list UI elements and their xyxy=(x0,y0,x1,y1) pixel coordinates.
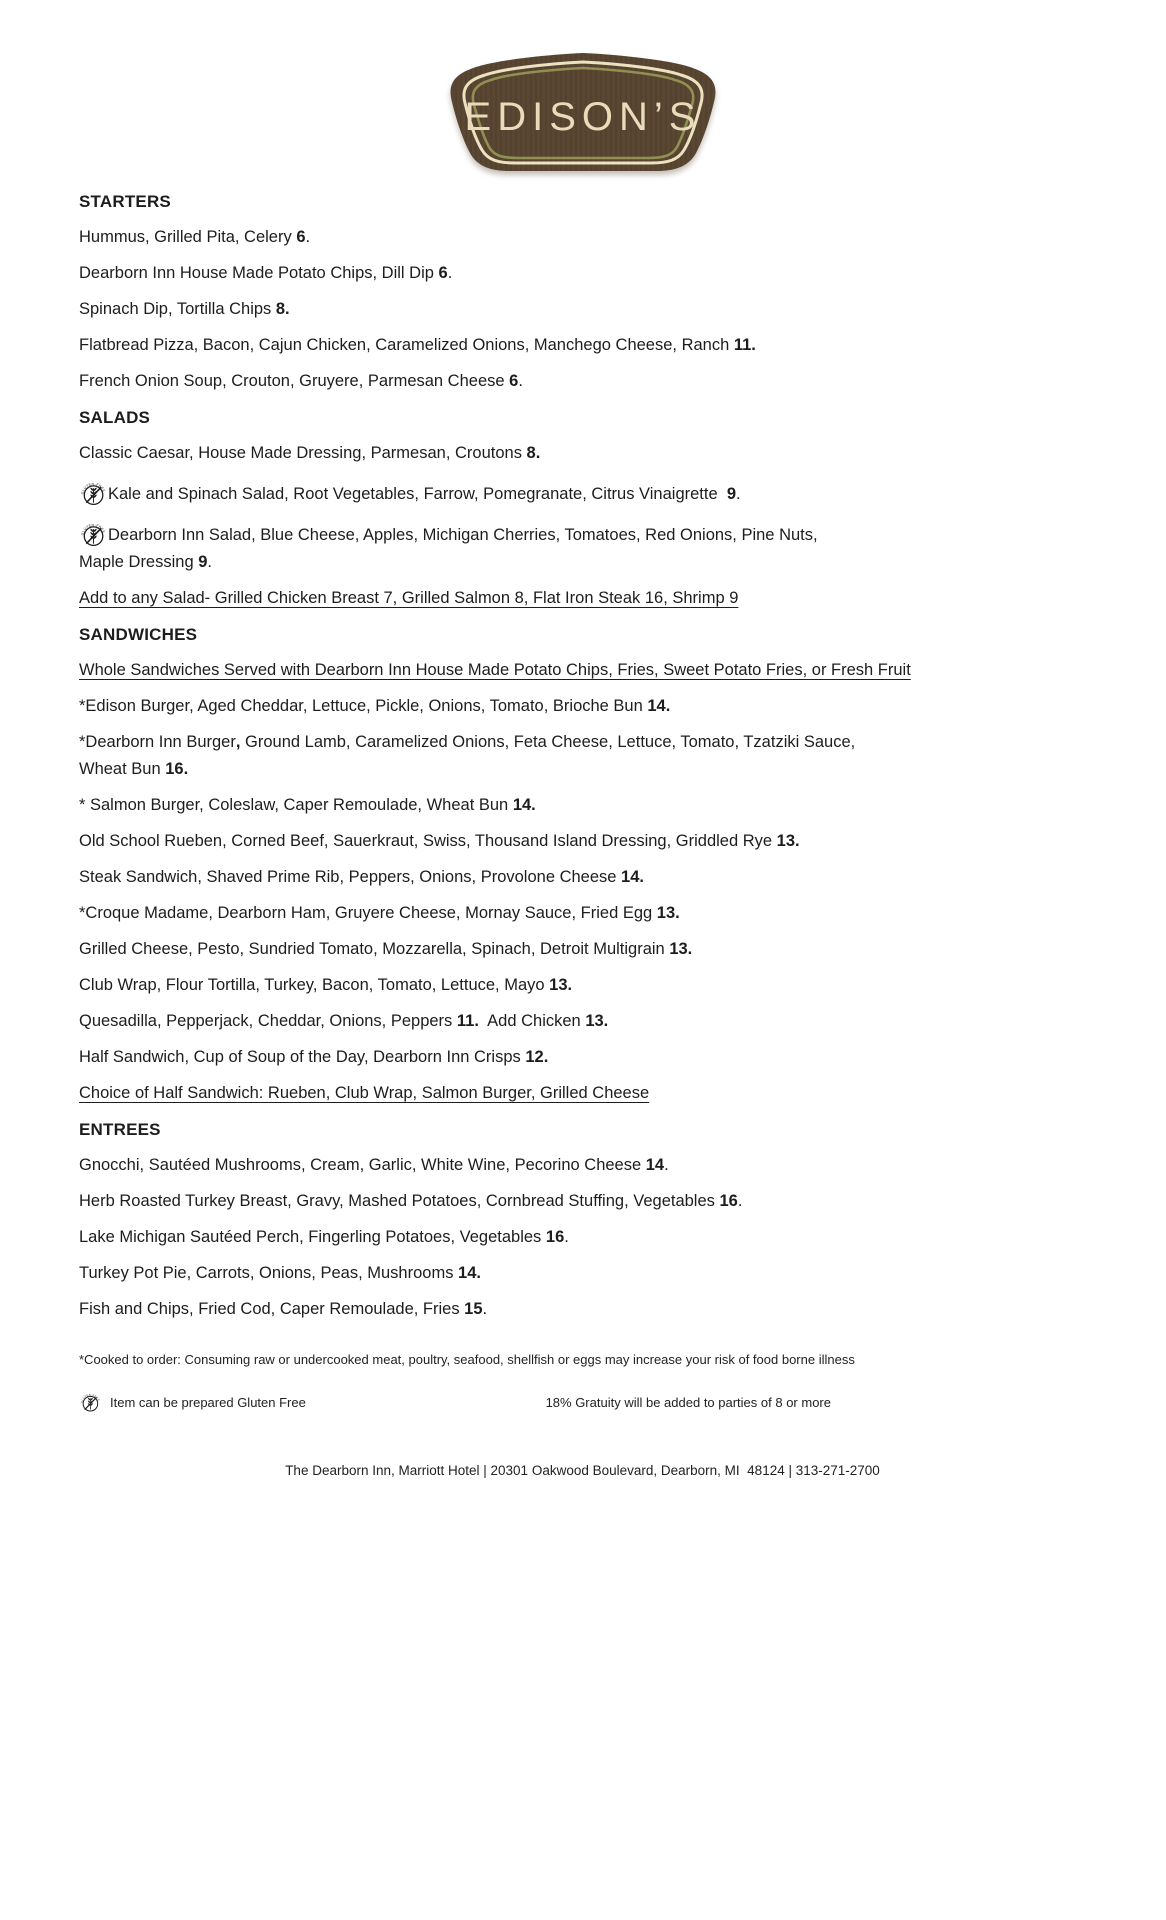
item-price: 6 xyxy=(438,264,448,282)
item-text: Maple Dressing xyxy=(79,553,199,571)
menu-item xyxy=(79,657,1086,684)
menu-item xyxy=(79,1152,1086,1179)
item-price: 8. xyxy=(275,300,290,318)
item-price: 9 xyxy=(726,485,737,503)
menu-item xyxy=(79,224,1086,251)
menu-item xyxy=(79,440,1086,467)
item-text: Club Wrap, Flour Tortilla, Turkey, Bacon, Tomato, Lettuce, Mayo xyxy=(79,976,550,994)
edisons-logo-badge xyxy=(430,50,736,174)
item-price: 13. xyxy=(585,1012,609,1030)
menu-item xyxy=(79,1260,1086,1287)
item-price: 12. xyxy=(525,1048,549,1066)
item-text: Add to any Salad- Grilled Chicken Breast 7, Grilled Salmon 8, Flat Iron Steak 16, Shrimp 9 xyxy=(79,589,739,607)
item-text: . xyxy=(518,372,523,390)
item-price: 11. xyxy=(456,1012,479,1030)
item-price: 14. xyxy=(512,796,536,814)
gluten-free-icon xyxy=(79,1391,101,1413)
item-price: 16 xyxy=(719,1192,738,1210)
item-text: . xyxy=(482,1300,488,1318)
item-text: Old School Rueben, Corned Beef, Sauerkraut, Swiss, Thousand Island Dressing, Griddled Rye xyxy=(79,832,777,850)
item-price: 13. xyxy=(776,832,800,850)
gratuity-note: 18% Gratuity will be added to parties of 8 or more xyxy=(545,1394,831,1410)
svg-text:GLUTEN-FREE: GLUTEN-FREE xyxy=(80,523,107,536)
item-text: Hummus, Grilled Pita, Celery xyxy=(79,228,297,246)
item-text: Half Sandwich, Cup of Soup of the Day, Dearborn Inn Crisps xyxy=(79,1048,526,1066)
section-title: SALADS xyxy=(79,408,151,427)
gluten-free-note xyxy=(79,1391,306,1413)
menu-item xyxy=(79,729,1086,783)
item-text: . xyxy=(207,553,212,571)
menu-item xyxy=(79,864,1086,891)
item-price: 8. xyxy=(526,444,541,462)
item-text: Fish and Chips, Fried Cod, Caper Remoulade, Fries xyxy=(79,1300,465,1318)
item-text: Steak Sandwich, Shaved Prime Rib, Peppers, Onions, Provolone Cheese xyxy=(79,868,622,886)
item-text: Dearborn Inn Salad, Blue Cheese, Apples, Michigan Cherries, Tomatoes, Red Onions, Pine Nuts, xyxy=(108,526,818,544)
item-text: *Croque Madame, Dearborn Ham, Gruyere Cheese, Mornay Sauce, Fried Egg xyxy=(79,904,657,922)
cooked-to-order-footnote: *Cooked to order: Consuming raw or undercooked meat, poultry, seafood, shellfish or eggs may increase your risk of food borne illness xyxy=(79,1352,855,1367)
menu-section xyxy=(79,1116,1086,1323)
item-text: Whole Sandwiches Served with Dearborn Inn House Made Potato Chips, Fries, Sweet Potato Fries, or Fresh Fruit xyxy=(79,661,911,679)
gluten-free-icon xyxy=(79,479,107,507)
item-text: Dearborn Inn House Made Potato Chips, Dill Dip xyxy=(79,264,439,282)
item-price: 16 xyxy=(545,1228,565,1246)
menu-item xyxy=(79,972,1086,999)
item-price: 13. xyxy=(656,904,680,922)
hotel-address: The Dearborn Inn, Marriott Hotel | 20301 Oakwood Boulevard, Dearborn, MI 48124 | 313-271-2700 xyxy=(285,1463,880,1478)
item-text: . xyxy=(447,264,453,282)
item-text: Wheat Bun xyxy=(79,760,166,778)
item-text: Quesadilla, Pepperjack, Cheddar, Onions, Peppers xyxy=(79,1012,457,1030)
item-text: Classic Caesar, House Made Dressing, Parmesan, Croutons xyxy=(79,444,527,462)
svg-text:GLUTEN-FREE: GLUTEN-FREE xyxy=(80,482,107,495)
item-text: Gnocchi, Sautéed Mushrooms, Cream, Garlic, White Wine, Pecorino Cheese xyxy=(79,1156,646,1174)
item-price: 16. xyxy=(165,760,189,778)
menu-item xyxy=(79,1224,1086,1251)
menu-item xyxy=(79,1008,1086,1035)
item-price: 9 xyxy=(198,553,208,571)
item-text: . xyxy=(737,1192,743,1210)
item-price: 15 xyxy=(464,1300,483,1318)
item-price: 14. xyxy=(647,697,671,715)
item-text: Turkey Pot Pie, Carrots, Onions, Peas, Mushrooms xyxy=(79,1264,459,1282)
gluten-free-icon-slot xyxy=(79,1391,110,1413)
item-text: . xyxy=(564,1228,569,1246)
item-text: Spinach Dip, Tortilla Chips xyxy=(79,300,276,318)
item-text: Kale and Spinach Salad, Root Vegetables, Farrow, Pomegranate, Citrus Vinaigrette xyxy=(108,485,727,503)
item-price: 14 xyxy=(645,1156,665,1174)
menu-item xyxy=(79,900,1086,927)
gluten-free-icon xyxy=(79,520,107,548)
menu-item xyxy=(79,828,1086,855)
menu-section xyxy=(79,404,1086,612)
item-text: Herb Roasted Turkey Breast, Gravy, Mashed Potatoes, Cornbread Stuffing, Vegetables xyxy=(79,1192,720,1210)
menu-item xyxy=(79,1080,1086,1107)
menu-item xyxy=(79,260,1086,287)
item-text: French Onion Soup, Crouton, Gruyere, Parmesan Cheese xyxy=(79,372,510,390)
item-price: 14. xyxy=(458,1264,481,1282)
menu xyxy=(79,188,1086,1323)
item-text: *Edison Burger, Aged Cheddar, Lettuce, Pickle, Onions, Tomato, Brioche Bun xyxy=(79,697,648,715)
menu-section xyxy=(79,621,1086,1107)
menu-item xyxy=(79,585,1086,612)
item-text: Ground Lamb, Caramelized Onions, Feta Cheese, Lettuce, Tomato, Tzatziki Sauce, xyxy=(240,733,856,751)
item-text: . xyxy=(736,485,741,503)
item-text: Grilled Cheese, Pesto, Sundried Tomato, Mozzarella, Spinach, Detroit Multigrain xyxy=(79,940,670,958)
menu-item xyxy=(79,368,1086,395)
item-price: 6 xyxy=(296,228,306,246)
svg-text:GLUTEN-FREE: GLUTEN-FREE xyxy=(80,1393,100,1404)
menu-section xyxy=(79,188,1086,395)
item-text: . xyxy=(305,228,311,246)
menu-item xyxy=(79,936,1086,963)
item-text: Flatbread Pizza, Bacon, Cajun Chicken, Caramelized Onions, Manchego Cheese, Ranch xyxy=(79,336,734,354)
gluten-free-note-text: Item can be prepared Gluten Free xyxy=(110,1394,306,1410)
section-title: STARTERS xyxy=(79,192,171,211)
item-price: 13. xyxy=(549,976,573,994)
item-text: *Dearborn Inn Burger xyxy=(79,733,236,751)
menu-item xyxy=(79,1296,1086,1323)
item-price: , xyxy=(235,733,241,751)
menu-item xyxy=(79,1044,1086,1071)
menu-item xyxy=(79,296,1086,323)
item-text: * Salmon Burger, Coleslaw, Caper Remoulade, Wheat Bun xyxy=(79,796,513,814)
item-text: Add Chicken xyxy=(478,1012,586,1030)
item-price: 11. xyxy=(733,336,756,354)
menu-item xyxy=(79,520,1086,576)
menu-item xyxy=(79,1188,1086,1215)
item-price: 13. xyxy=(669,940,693,958)
logo-text: EDISON’S xyxy=(464,95,701,139)
menu-item xyxy=(79,332,1086,359)
item-text: Choice of Half Sandwich: Rueben, Club Wrap, Salmon Burger, Grilled Cheese xyxy=(79,1084,650,1102)
item-text: . xyxy=(664,1156,669,1174)
item-text: Lake Michigan Sautéed Perch, Fingerling Potatoes, Vegetables xyxy=(79,1228,546,1246)
item-price: 6 xyxy=(509,372,519,390)
menu-item xyxy=(79,792,1086,819)
item-price: 14. xyxy=(621,868,644,886)
menu-item xyxy=(79,479,1086,508)
gluten-gratuity-row xyxy=(79,1391,831,1413)
section-title: SANDWICHES xyxy=(79,625,198,644)
logo xyxy=(79,0,1086,174)
section-title: ENTREES xyxy=(79,1120,161,1139)
menu-item xyxy=(79,693,1086,720)
